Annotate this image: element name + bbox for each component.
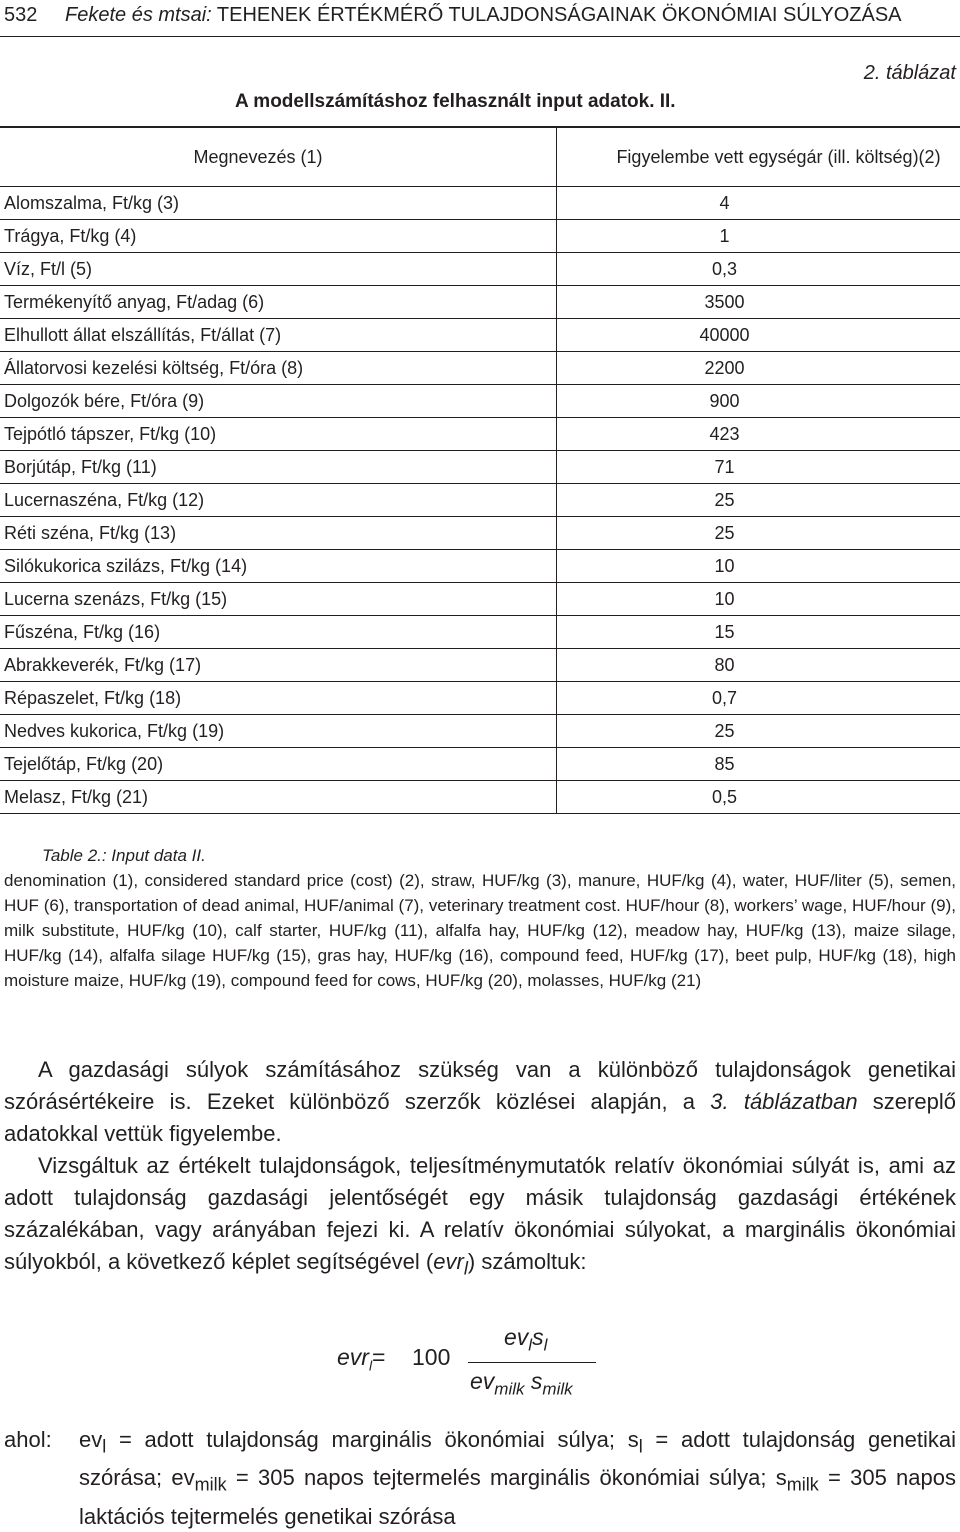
table-row xyxy=(0,220,960,253)
fraction-bar xyxy=(468,1362,596,1363)
row-value-cell xyxy=(557,319,960,352)
paragraph-2 xyxy=(4,1150,956,1284)
formula-numerator xyxy=(504,1324,547,1356)
formula xyxy=(0,1334,960,1404)
journal-title: TEHENEK ÉRTÉKMÉRŐ TULAJDONSÁGAINAK ÖKONÓMIAI SÚLYOZÁSA xyxy=(217,4,902,26)
row-value-cell xyxy=(557,616,960,649)
row-name: Elhullott állat elszállítás, Ft/állat (7) xyxy=(0,319,557,352)
formula-denominator xyxy=(470,1368,573,1400)
row-value: 71 xyxy=(665,457,785,478)
row-name: Lucernaszéna, Ft/kg (12) xyxy=(0,484,557,517)
row-value-cell xyxy=(557,451,960,484)
row-value: 10 xyxy=(665,556,785,577)
row-name: Tejpótló tápszer, Ft/kg (10) xyxy=(0,418,557,451)
running-authors: Fekete és mtsai: xyxy=(65,4,212,26)
row-value: 85 xyxy=(665,754,785,775)
caption-text: denomination (1), considered standard price (cost) (2), straw, HUF/kg (3), manure, HUF/kg (4), water, HUF/liter (5), semen, HUF (6), transportation of dead animal, HUF/animal (7), veterinary treatment cost. HUF/hour (8), workers’ wage, HUF/hour (9), milk substitute, HUF/kg (10), calf starter, HUF/kg (11), alfalfa hay, HUF/kg (12), meadow hay, HUF/kg (13), maize silage, HUF/kg (14), alfalfa silage HUF/kg (15), gras hay, HUF/kg (16), compound feed, HUF/kg (17), beet pulp, HUF/kg (18), high moisture maize, HUF/kg (19), compound feed for cows, HUF/kg (20), molasses, HUF/kg (21) xyxy=(4,868,956,993)
row-name: Fűszéna, Ft/kg (16) xyxy=(0,616,557,649)
row-value-cell xyxy=(557,418,960,451)
def-ev: ev xyxy=(79,1427,102,1452)
row-name: Lucerna szenázs, Ft/kg (15) xyxy=(0,583,557,616)
table-row xyxy=(0,187,960,220)
row-name: Állatorvosi kezelési költség, Ft/óra (8) xyxy=(0,352,557,385)
table-header-row xyxy=(0,127,960,187)
row-value-cell xyxy=(557,550,960,583)
row-value-cell xyxy=(557,352,960,385)
caption-title: Table 2.: Input data II. xyxy=(4,843,956,868)
row-value: 15 xyxy=(665,622,785,643)
row-value-cell xyxy=(557,253,960,286)
row-value: 10 xyxy=(665,589,785,610)
row-name: Víz, Ft/l (5) xyxy=(0,253,557,286)
row-name: Trágya, Ft/kg (4) xyxy=(0,220,557,253)
row-value-cell xyxy=(557,781,960,814)
row-value: 25 xyxy=(665,490,785,511)
row-name: Borjútáp, Ft/kg (11) xyxy=(0,451,557,484)
row-value: 900 xyxy=(665,391,785,412)
formula-lhs-symbol: evr xyxy=(337,1344,369,1370)
table-title: A modellszámításhoz felhasznált input adatok. II. xyxy=(235,91,676,113)
row-value: 423 xyxy=(665,424,785,445)
table-row xyxy=(0,319,960,352)
row-value: 4 xyxy=(665,193,785,214)
table-row xyxy=(0,616,960,649)
row-value: 80 xyxy=(665,655,785,676)
table-row xyxy=(0,418,960,451)
row-value-cell xyxy=(557,220,960,253)
row-value-cell xyxy=(557,715,960,748)
where-label: ahol: xyxy=(4,1424,52,1455)
row-value-cell xyxy=(557,649,960,682)
denominator-s: s xyxy=(531,1368,543,1394)
row-value-cell xyxy=(557,682,960,715)
formula-lhs-sub: l xyxy=(369,1358,372,1374)
denominator-s-sub: milk xyxy=(542,1380,572,1399)
body-text xyxy=(4,1054,956,1284)
row-value: 0,5 xyxy=(665,787,785,808)
def-evmilk-sub: milk xyxy=(195,1475,227,1495)
row-value-cell xyxy=(557,517,960,550)
table-row xyxy=(0,286,960,319)
input-data-table xyxy=(0,126,960,814)
row-value: 40000 xyxy=(665,325,785,346)
running-title xyxy=(65,4,902,27)
evr-symbol-sub: l xyxy=(464,1257,468,1278)
paragraph-1-end: szereplő adatokkal vettük figyelembe. xyxy=(4,1089,956,1146)
def-evmilk-text: = 305 napos tejtermelés marginális ökonómiai súlya; s xyxy=(227,1465,787,1490)
def-s-text: = adott tulajdonság genetikai szórása; ev xyxy=(79,1427,956,1490)
def-ev-sub: l xyxy=(102,1436,106,1456)
page-number: 532 xyxy=(4,4,37,27)
row-value-cell xyxy=(557,187,960,220)
paragraph-1 xyxy=(4,1054,956,1150)
table-reference: 3. táblázatban xyxy=(710,1089,857,1114)
row-value: 1 xyxy=(665,226,785,247)
running-header xyxy=(0,0,960,37)
numerator-s: s xyxy=(532,1324,544,1350)
table-body xyxy=(0,187,960,814)
def-smilk-sub: milk xyxy=(787,1475,819,1495)
row-value-cell xyxy=(557,286,960,319)
row-name: Nedves kukorica, Ft/kg (19) xyxy=(0,715,557,748)
table-row xyxy=(0,583,960,616)
table-row xyxy=(0,715,960,748)
numerator-ev: ev xyxy=(504,1324,528,1350)
row-name: Melasz, Ft/kg (21) xyxy=(0,781,557,814)
row-name: Répaszelet, Ft/kg (18) xyxy=(0,682,557,715)
table-row xyxy=(0,748,960,781)
table-label: 2. táblázat xyxy=(864,62,956,85)
numerator-s-sub: l xyxy=(544,1336,548,1355)
column-header-price: Figyelembe vett egységár (ill. költség)(2) xyxy=(557,127,960,187)
row-name: Réti széna, Ft/kg (13) xyxy=(0,517,557,550)
row-value: 0,7 xyxy=(665,688,785,709)
row-name: Tejelőtáp, Ft/kg (20) xyxy=(0,748,557,781)
formula-lhs xyxy=(337,1344,372,1374)
row-name: Abrakkeverék, Ft/kg (17) xyxy=(0,649,557,682)
row-value: 25 xyxy=(665,721,785,742)
table-row xyxy=(0,550,960,583)
row-value: 25 xyxy=(665,523,785,544)
evr-symbol xyxy=(433,1249,468,1274)
evr-symbol-base: evr xyxy=(433,1249,464,1274)
column-header-name: Megnevezés (1) xyxy=(0,127,557,187)
row-name: Termékenyítő anyag, Ft/adag (6) xyxy=(0,286,557,319)
def-s-sub: l xyxy=(639,1436,643,1456)
table-row xyxy=(0,484,960,517)
row-value-cell xyxy=(557,748,960,781)
formula-equals: = xyxy=(372,1344,385,1371)
definitions-text xyxy=(79,1424,956,1532)
variable-definitions xyxy=(4,1424,956,1532)
row-value-cell xyxy=(557,583,960,616)
row-value-cell xyxy=(557,385,960,418)
row-name: Alomszalma, Ft/kg (3) xyxy=(0,187,557,220)
formula-constant: 100 xyxy=(412,1344,450,1371)
paragraph-2-end: ) számoltuk: xyxy=(468,1249,587,1274)
paragraph-1-text: A gazdasági súlyok számításához szükség van a különböző tulajdonságok genetikai szórásértékeire is. Ezeket különböző szerzők közlései alapján, a xyxy=(4,1057,956,1114)
table-row xyxy=(0,649,960,682)
table-caption xyxy=(4,843,956,993)
row-name: Silókukorica szilázs, Ft/kg (14) xyxy=(0,550,557,583)
denominator-ev: ev xyxy=(470,1368,494,1394)
table-row xyxy=(0,517,960,550)
def-smilk-text: = 305 napos laktációs tejtermelés genetikai szórása xyxy=(79,1465,956,1528)
table-row xyxy=(0,253,960,286)
row-value-cell xyxy=(557,484,960,517)
row-name: Dolgozók bére, Ft/óra (9) xyxy=(0,385,557,418)
row-value: 0,3 xyxy=(665,259,785,280)
paragraph-2-text: Vizsgáltuk az értékelt tulajdonságok, teljesítménymutatók relatív ökonómiai súlyát is, ami az adott tulajdonság gazdasági jelentőségét egy másik tulajdonság gazdasági értékének százalékában, vagy arányában fejezi ki. A relatív ökonómiai súlyokat, a marginális ökonómiai súlyokból, a következő képlet segítségével ( xyxy=(4,1153,956,1274)
table-row xyxy=(0,451,960,484)
table-row xyxy=(0,682,960,715)
numerator-ev-sub: l xyxy=(528,1336,532,1355)
table-row xyxy=(0,385,960,418)
row-value: 3500 xyxy=(665,292,785,313)
table-row xyxy=(0,781,960,814)
row-value: 2200 xyxy=(665,358,785,379)
table-row xyxy=(0,352,960,385)
def-ev-text: = adott tulajdonság marginális ökonómiai súlya; s xyxy=(106,1427,638,1452)
denominator-ev-sub: milk xyxy=(494,1380,524,1399)
